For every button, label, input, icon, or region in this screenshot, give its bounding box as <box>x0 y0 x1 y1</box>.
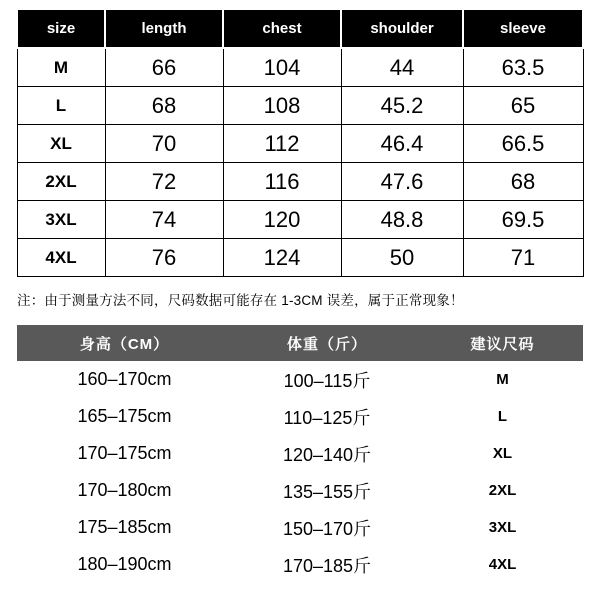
cell-size: 3XL <box>17 201 105 239</box>
cell-length: 74 <box>105 201 223 239</box>
header-sleeve: sleeve <box>463 9 583 48</box>
recommendation-table <box>17 325 583 583</box>
header-size: size <box>17 9 105 48</box>
cell-chest: 108 <box>223 87 341 125</box>
cell-chest: 104 <box>223 48 341 87</box>
cell-height: 160–170cm <box>17 361 232 398</box>
cell-size: XL <box>17 125 105 163</box>
cell-size: 2XL <box>17 163 105 201</box>
cell-weight: 120–140斤 <box>232 435 422 472</box>
table-header-row <box>17 9 583 48</box>
cell-sleeve: 66.5 <box>463 125 583 163</box>
header-recommended-size: 建议尺码 <box>422 325 583 361</box>
table-header-row <box>17 325 583 361</box>
cell-weight: 100–115斤 <box>232 361 422 398</box>
cell-size: 2XL <box>422 472 583 509</box>
cell-sleeve: 69.5 <box>463 201 583 239</box>
header-height: 身高（CM） <box>17 325 232 361</box>
recommendation-table-header <box>17 325 583 361</box>
table-row <box>17 239 583 277</box>
cell-sleeve: 63.5 <box>463 48 583 87</box>
cell-shoulder: 50 <box>341 239 463 277</box>
measurement-table <box>16 8 584 277</box>
cell-size: L <box>17 87 105 125</box>
table-row <box>17 546 583 583</box>
cell-size: L <box>422 398 583 435</box>
recommendation-section <box>17 325 583 583</box>
cell-chest: 120 <box>223 201 341 239</box>
cell-length: 70 <box>105 125 223 163</box>
cell-chest: 124 <box>223 239 341 277</box>
cell-shoulder: 47.6 <box>341 163 463 201</box>
cell-sleeve: 68 <box>463 163 583 201</box>
cell-shoulder: 46.4 <box>341 125 463 163</box>
table-row <box>17 201 583 239</box>
size-chart-page <box>0 8 600 608</box>
table-row <box>17 361 583 398</box>
measurement-note: 注：由于测量方法不同，尺码数据可能存在 1-3CM 误差，属于正常现象！ <box>17 293 464 308</box>
cell-size: 4XL <box>422 546 583 583</box>
cell-height: 165–175cm <box>17 398 232 435</box>
table-row <box>17 87 583 125</box>
cell-sleeve: 65 <box>463 87 583 125</box>
cell-weight: 135–155斤 <box>232 472 422 509</box>
cell-sleeve: 71 <box>463 239 583 277</box>
cell-height: 175–185cm <box>17 509 232 546</box>
cell-height: 170–180cm <box>17 472 232 509</box>
cell-shoulder: 44 <box>341 48 463 87</box>
table-row <box>17 163 583 201</box>
cell-length: 68 <box>105 87 223 125</box>
recommendation-table-body <box>17 361 583 583</box>
table-row <box>17 48 583 87</box>
cell-chest: 112 <box>223 125 341 163</box>
cell-chest: 116 <box>223 163 341 201</box>
header-shoulder: shoulder <box>341 9 463 48</box>
cell-height: 180–190cm <box>17 546 232 583</box>
cell-size: M <box>422 361 583 398</box>
cell-shoulder: 48.8 <box>341 201 463 239</box>
cell-height: 170–175cm <box>17 435 232 472</box>
header-weight: 体重（斤） <box>232 325 422 361</box>
table-row <box>17 472 583 509</box>
header-length: length <box>105 9 223 48</box>
cell-length: 66 <box>105 48 223 87</box>
measurement-table-body <box>17 48 583 277</box>
cell-length: 76 <box>105 239 223 277</box>
measurement-table-header <box>17 9 583 48</box>
cell-weight: 170–185斤 <box>232 546 422 583</box>
cell-weight: 110–125斤 <box>232 398 422 435</box>
table-row <box>17 398 583 435</box>
header-chest: chest <box>223 9 341 48</box>
cell-weight: 150–170斤 <box>232 509 422 546</box>
cell-shoulder: 45.2 <box>341 87 463 125</box>
cell-size: XL <box>422 435 583 472</box>
table-row <box>17 435 583 472</box>
table-row <box>17 509 583 546</box>
cell-length: 72 <box>105 163 223 201</box>
cell-size: 3XL <box>422 509 583 546</box>
table-row <box>17 125 583 163</box>
cell-size: M <box>17 48 105 87</box>
cell-size: 4XL <box>17 239 105 277</box>
